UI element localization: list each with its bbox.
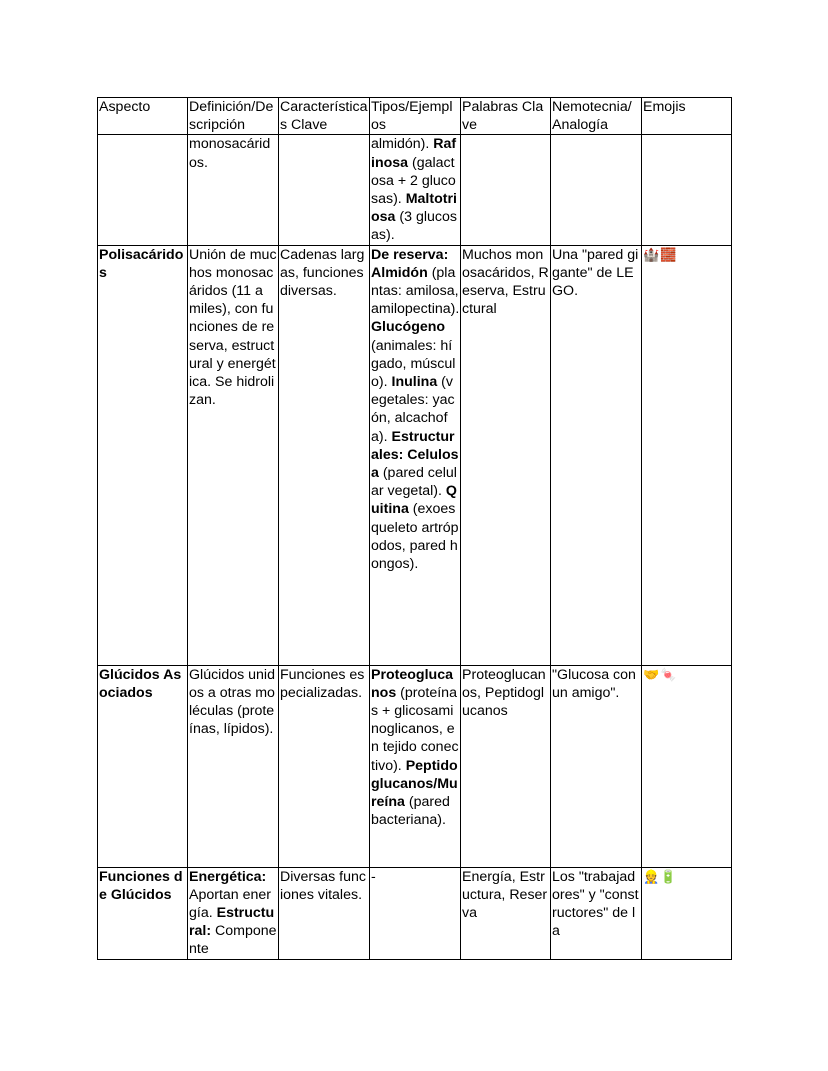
cell-aspect: Funciones de Glúcidos: [98, 867, 188, 959]
header-characteristics: Características Clave: [280, 99, 368, 134]
cell-characteristics: [279, 135, 370, 245]
cell-mnemonic: [551, 135, 642, 245]
header-row: [98, 98, 732, 135]
types-text: (pared celular vegetal).: [371, 465, 457, 500]
types-term: Estructurales: Celulosa: [371, 428, 459, 482]
types-text: (exoesqueleto artrópodos, pared hongos).: [371, 501, 459, 573]
types-term: Proteoglucanos: [371, 666, 453, 701]
cell-types: [370, 867, 461, 959]
types-text: (plantas: amilosa, amilopectina).: [371, 264, 460, 318]
table-row: [98, 665, 732, 867]
cell-mnemonic: Los "trabajadores" y "constructores" de la: [551, 867, 642, 959]
cell-aspect: Glúcidos Asociados: [98, 665, 188, 867]
definition-text: Aportan energía.: [189, 886, 272, 922]
cell-characteristics: Funciones especializadas.: [279, 665, 370, 867]
types-term: Peptidoglucanos/Mureína: [371, 757, 458, 811]
types-term: Rafinosa: [371, 136, 457, 171]
cell-types: [370, 665, 461, 867]
header-keywords: Palabras Clave: [461, 98, 551, 135]
cell-definition: Glúcidos unidos a otras moléculas (proteínas, lípidos).: [188, 665, 279, 867]
types-text: (animales: hígado, músculo).: [371, 337, 456, 391]
types-text: (vegetales: yacón, alcachofa).: [371, 374, 455, 445]
types-text: (proteínas + glicosaminoglicanos, en tejido conectivo).: [371, 684, 459, 774]
types-text: (pared bacteriana).: [371, 794, 450, 829]
cell-emojis: 🤝🍬: [642, 665, 732, 867]
cell-aspect: [98, 135, 188, 245]
cell-emojis: [642, 135, 732, 245]
cell-keywords: Energía, Estructura, Reserva: [461, 867, 551, 959]
types-text: -: [371, 868, 376, 885]
header-types: Tipos/Ejemplos: [370, 98, 461, 135]
header-aspect: Aspecto: [98, 98, 188, 135]
cell-keywords: [461, 135, 551, 245]
types-term: Maltotriosa: [371, 191, 457, 226]
cell-characteristics: Cadenas largas, funciones diversas.: [279, 245, 370, 665]
cell-aspect: Polisacáridos: [98, 245, 188, 665]
types-text: (galactosa + 2 glucosas).: [371, 154, 456, 208]
types-term: De reserva: Almidón: [371, 246, 449, 281]
cell-characteristics: Diversas funciones vitales.: [279, 867, 370, 959]
cell-definition: [188, 867, 279, 959]
cell-types: [370, 245, 461, 665]
table-row: [98, 245, 732, 665]
table-row: [98, 135, 732, 245]
cell-types: [370, 135, 461, 245]
types-text: (3 glucosas).: [371, 209, 457, 244]
cell-definition: monosacáridos.: [188, 135, 279, 245]
types-text: almidón).: [371, 136, 434, 153]
cell-mnemonic: Una "pared gigante" de LEGO.: [551, 245, 642, 665]
carbohydrates-table: [97, 97, 732, 960]
definition-term: Energética:: [189, 868, 267, 885]
table-row: [98, 867, 732, 959]
cell-emojis: 🏰🧱: [642, 245, 732, 665]
types-term: Inulina: [391, 374, 438, 391]
cell-emojis: 👷🔋: [642, 867, 732, 959]
definition-term: Estructural:: [189, 905, 275, 940]
definition-text: Componente: [189, 923, 277, 958]
cell-definition: Unión de muchos monosacáridos (11 a miles), con funciones de reserva, estructural y energética. Se hidrolizan.: [188, 245, 279, 665]
types-term: Glucógeno: [371, 319, 446, 336]
header-mnemonic: Nemotecnia/Analogía: [551, 98, 642, 135]
header-emojis: Emojis: [642, 98, 732, 135]
cell-keywords: Proteoglucanos, Peptidoglucanos: [461, 665, 551, 867]
types-term: Quitina: [371, 483, 457, 518]
cell-mnemonic: "Glucosa con un amigo".: [551, 665, 642, 867]
cell-keywords: Muchos monosacáridos, Reserva, Estructural: [461, 245, 551, 665]
header-definition: Definición/Descripción: [188, 98, 279, 135]
